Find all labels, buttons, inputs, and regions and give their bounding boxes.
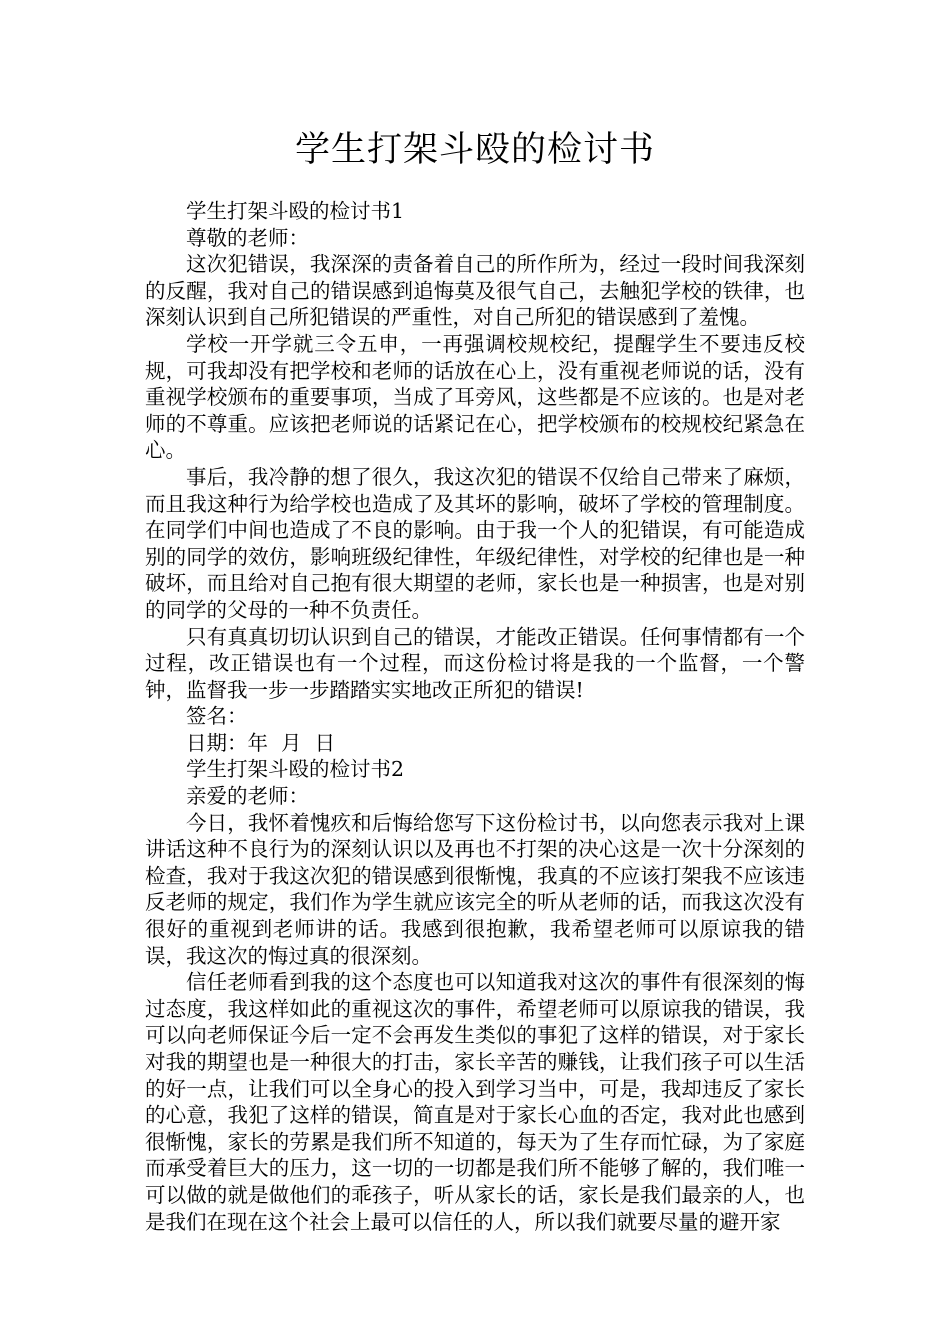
salutation: 尊敬的老师： (186, 225, 309, 250)
paragraph: 这次犯错误，我深深的责备着自己的所作所为，经过一段时间我深刻的反醒，我对自己的错误感到追悔莫及很气自己，去触犯学校的铁律，也深刻认识到自己所犯错误的严重性，对自己所犯的错误感到了羞愧。 (145, 252, 805, 330)
paragraph: 信任老师看到我的这个态度也可以知道我对这次的事件有很深刻的悔过态度，我这样如此的重视这次的事件，希望老师可以原谅我的错误，我可以向老师保证今后一定不会再发生类似的事犯了这样的错误，对于家长对我的期望也是一种很大的打击，家长辛苦的赚钱，让我们孩子可以生活的好一点，让我们可以全身心的投入到学习当中，可是，我却违反了家长的心意，我犯了这样的错误，简直是对于家长心血的否定，我对此也感到很惭愧，家长的劳累是我们所不知道的，每天为了生存而忙碌，为了家庭而承受着巨大的压力，这一切的一切都是我们所不能够了解的，我们唯一可以做的就是做他们的乖孩子，听从家长的话，家长是我们最亲的人，也是我们在现在这个社会上最可以信任的人，所以我们就要尽量的避开家 (145, 970, 805, 1234)
paragraph: 事后，我冷静的想了很久，我这次犯的错误不仅给自己带来了麻烦，而且我这种行为给学校也造成了及其坏的影响，破坏了学校的管理制度。在同学们中间也造成了不良的影响。由于我一个人的犯错误，有可能造成别的同学的效仿，影响班级纪律性，年级纪律性，对学校的纪律也是一种破坏，而且给对自己抱有很大期望的老师，家长也是一种损害，也是对别的同学的父母的一种不负责任。 (145, 464, 805, 622)
signature-line: 签名： (186, 704, 248, 729)
paragraph: 今日，我怀着愧疚和后悔给您写下这份检讨书，以向您表示我对上课讲话这种不良行为的深刻认识以及再也不打架的决心这是一次十分深刻的检查，我对于我这次犯的错误感到很惭愧，我真的不应该打架我不应该违反老师的规定，我们作为学生就应该完全的听从老师的话，而我这次没有很好的重视到老师讲的话。我感到很抱歉，我希望老师可以原谅我的错误，我这次的悔过真的很深刻。 (145, 810, 805, 968)
section-heading: 学生打架斗殴的检讨书1 (186, 199, 405, 223)
document-body (145, 198, 805, 1235)
paragraph: 学校一开学就三令五申，一再强调校规校纪，提醒学生不要违反校规，可我却没有把学校和老师的话放在心上，没有重视老师说的话，没有重视学校颁布的重要事项，当成了耳旁风，这些都是不应该的。也是对老师的不尊重。应该把老师说的话紧记在心，把学校颁布的校规校纪紧急在心。 (145, 331, 805, 463)
paragraph: 只有真真切切认识到自己的错误，才能改正错误。任何事情都有一个过程，改正错误也有一个过程，而这份检讨将是我的一个监督，一个警钟，监督我一步一步踏踏实实地改正所犯的错误! (145, 624, 805, 702)
date-line: 日期：年 月 日 (186, 730, 336, 755)
document-title: 学生打架斗殴的检讨书 (294, 130, 655, 170)
salutation: 亲爱的老师： (186, 784, 309, 809)
section-heading: 学生打架斗殴的检讨书2 (186, 757, 405, 782)
